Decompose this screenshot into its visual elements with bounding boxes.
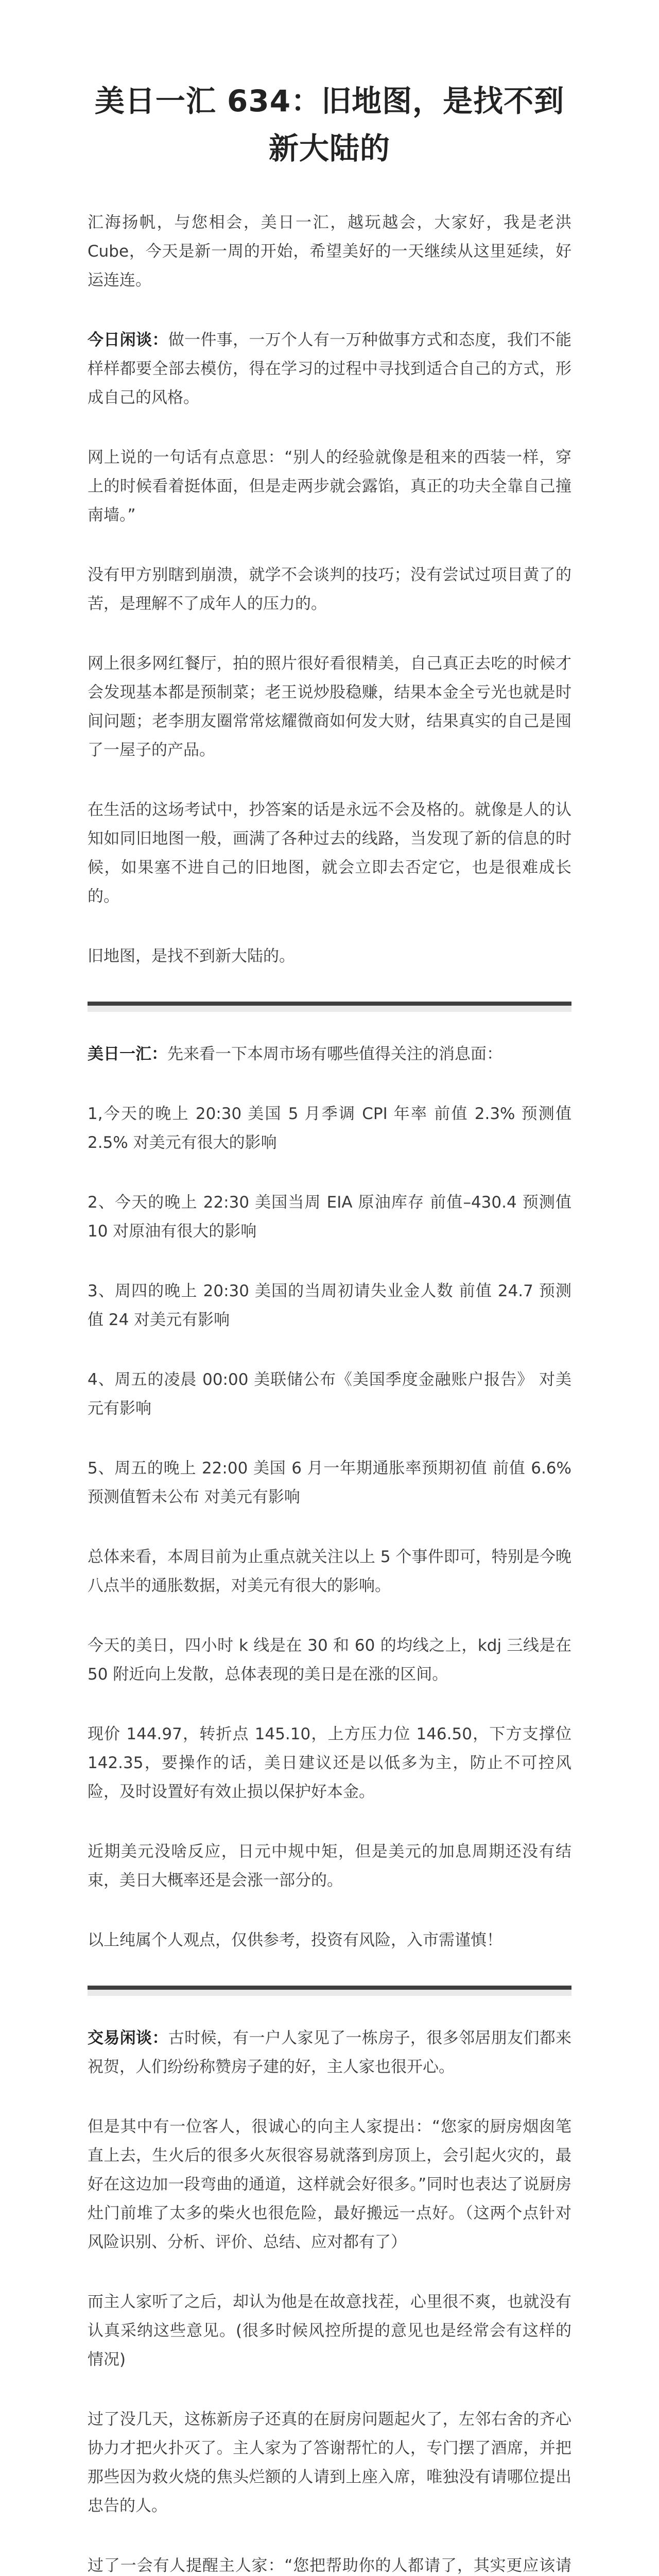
market-lead-paragraph bbox=[88, 1040, 571, 1069]
map-paragraph: 在生活的这场考试中，抄答案的话是永远不会及格的。就像是人的认知如同旧地图一般，画满了各种过去的线路，当发现了新的信息的时候，如果塞不进自己的旧地图，就会立即去否定它，也是很难成长的。 bbox=[88, 801, 571, 906]
reminder-paragraph: 过了一会有人提醒主人家：“您把帮助你的人都请了，其实更应该请 bbox=[88, 2556, 571, 2575]
disclaimer-paragraph: 以上纯属个人观点，仅供参考，投资有风险，入市需谨慎！ bbox=[88, 1931, 502, 1950]
story-lead-paragraph bbox=[88, 2024, 571, 2081]
saying-paragraph: 网上说的一句话有点意思：“别人的经验就像是租来的西装一样，穿上的时候看着挺体面，但是走两步就会露馅，真正的功夫全靠自己撞南墙。” bbox=[88, 448, 571, 524]
intro-paragraph: 汇海扬帆，与您相会，美日一汇，越玩越会，大家好，我是老洪 Cube，今天是新一周的开始，希望美好的一天继续从这里延续，好运连连。 bbox=[88, 213, 571, 290]
section-divider bbox=[88, 1986, 571, 1996]
story-lead-text: 古时候，有一户人家见了一栋房子，很多邻居朋友们都来祝贺，人们纷纷称赞房子建的好，主人家也很开心。 bbox=[88, 2029, 572, 2076]
examples-paragraph: 网上很多网红餐厅，拍的照片很好看很精美，自己真正去吃的时候才会发现基本都是预制菜；老王说炒股稳赚，结果本金全亏光也就是时间问题；老李朋友圈常常炫耀微商如何发大财，结果真实的自己是囤了一屋子的产品。 bbox=[88, 654, 571, 759]
recent-paragraph: 近期美元没啥反应，日元中规中矩，但是美元的加息周期还没有结束，美日大概率还是会涨一部分的。 bbox=[88, 1842, 571, 1890]
market-lead: 美日一汇： bbox=[88, 1045, 167, 1063]
event-item: 3、周四的晚上 20:30 美国的当周初请失业金人数 前值 24.7 预测值 24 对美元有影响 bbox=[88, 1282, 571, 1329]
event-item: 4、周五的凌晨 00:00 美联储公布《美国季度金融账户报告》 对美元有影响 bbox=[88, 1370, 571, 1418]
technical-paragraph: 今天的美日，四小时 k 线是在 30 和 60 的均线之上，kdj 三线是在 50 附近向上发散，总体表现的美日是在涨的区间。 bbox=[88, 1636, 571, 1684]
section-divider bbox=[88, 1002, 571, 1012]
boss-paragraph: 没有甲方别瞎到崩溃，就学不会谈判的技巧；没有尝试过项目黄了的苦，是理解不了成年人的压力的。 bbox=[88, 566, 571, 613]
today-talk-text: 做一件事，一万个人有一万种做事方式和态度，我们不能样样都要全部去模仿，得在学习的过程中寻找到适合自己的方式，形成自己的风格。 bbox=[88, 331, 572, 407]
guest-paragraph: 但是其中有一位客人，很诚心的向主人家提出：“您家的厨房烟囱笔直上去，生火后的很多火灰很容易就落到房顶上，会引起火灾的，最好在这边加一段弯曲的通道，这样就会好很多。”同时也表达了说厨房灶门前堆了太多的柴火也很危险，最好搬远一点好。（这两个点针对风险识别、分析、评价、总结、应对都有了） bbox=[88, 2117, 571, 2251]
today-talk-lead: 今日闲谈： bbox=[88, 331, 168, 349]
event-item: 2、今天的晚上 22:30 美国当周 EIA 原油库存 前值–430.4 预测值 10 对原油有很大的影响 bbox=[88, 1193, 571, 1241]
article-content bbox=[88, 77, 571, 2576]
market-lead-text: 先来看一下本周市场有哪些值得关注的消息面： bbox=[167, 1045, 502, 1063]
story-lead: 交易闲谈： bbox=[88, 2029, 168, 2047]
levels-paragraph: 现价 144.97，转折点 145.10，上方压力位 146.50，下方支撑位 142.35，要操作的话，美日建议还是以低多为主，防止不可控风险，及时设置好有效止损以保护好本金。 bbox=[88, 1725, 571, 1801]
host-paragraph: 而主人家听了之后，却认为他是在故意找茬，心里很不爽，也就没有认真采纳这些意见。(很多时候风控所提的意见也是经常会有这样的情况) bbox=[88, 2293, 571, 2369]
summary-paragraph: 总体来看，本周目前为止重点就关注以上 5 个事件即可，特别是今晚八点半的通胀数据，对美元有很大的影响。 bbox=[88, 1548, 571, 1595]
closing-thought-paragraph: 旧地图，是找不到新大陆的。 bbox=[88, 947, 295, 965]
fire-paragraph: 过了没几天，这栋新房子还真的在厨房问题起火了，左邻右舍的齐心协力才把火扑灭了。主人家为了答谢帮忙的人，专门摆了酒席，并把那些因为救火烧的焦头烂额的人请到上座入席，唯独没有请哪位提出忠告的人。 bbox=[88, 2410, 571, 2515]
page-title: 美日一汇 634：旧地图，是找不到新大陆的 bbox=[94, 83, 565, 166]
event-item: 1,今天的晚上 20:30 美国 5 月季调 CPI 年率 前值 2.3% 预测值 2.5% 对美元有很大的影响 bbox=[88, 1105, 571, 1152]
today-talk-paragraph bbox=[88, 326, 571, 412]
event-item: 5、周五的晚上 22:00 美国 6 月一年期通胀率预期初值 前值 6.6% 预测值暂未公布 对美元有影响 bbox=[88, 1459, 571, 1506]
